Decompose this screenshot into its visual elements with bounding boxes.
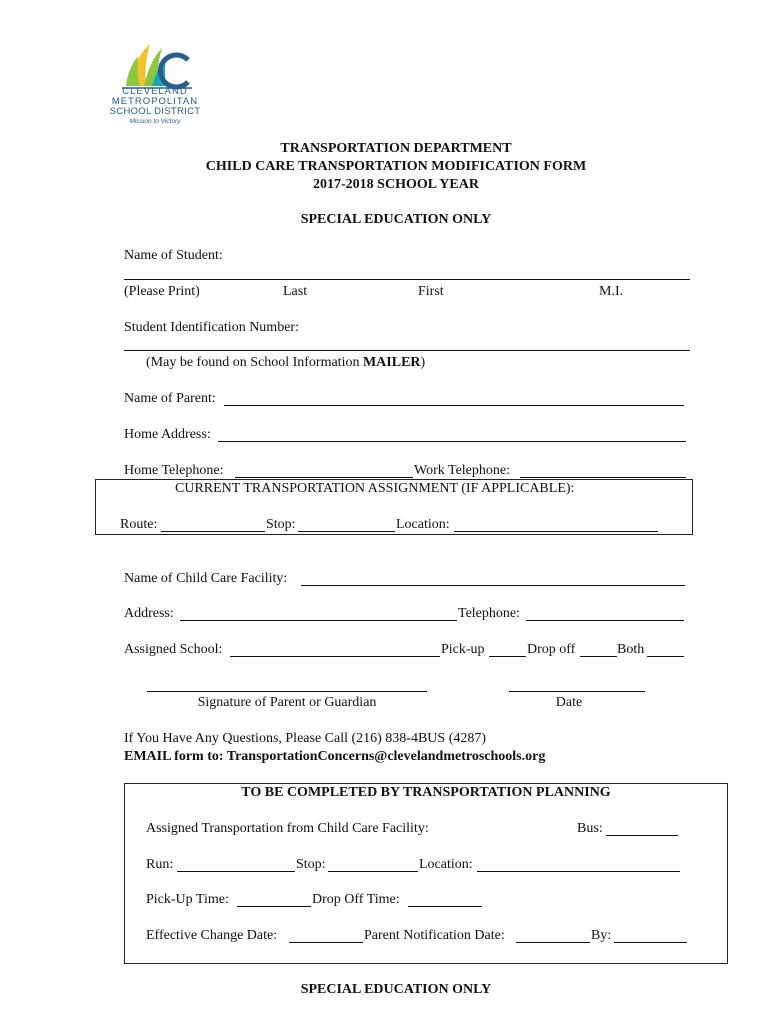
header-department: TRANSPORTATION DEPARTMENT [280, 141, 512, 156]
child-care-telephone-label: Telephone: [458, 606, 520, 621]
date-label: Date [555, 695, 583, 710]
logo-line3: SCHOOL DISTRICT [109, 106, 201, 117]
student-id-line[interactable] [124, 350, 690, 351]
child-care-facility-line[interactable] [301, 585, 685, 586]
stop-line[interactable] [298, 531, 395, 532]
student-name-label: Name of Student: [124, 248, 223, 263]
pickup-option-line[interactable] [489, 656, 526, 657]
effective-date-line[interactable] [289, 942, 363, 943]
notification-date-label: Parent Notification Date: [364, 928, 505, 943]
student-id-note-suffix: ) [420, 355, 426, 370]
both-option-line[interactable] [647, 656, 684, 657]
dropoff-time-line[interactable] [408, 906, 482, 907]
last-name-label: Last [283, 284, 308, 299]
work-telephone-line[interactable] [520, 477, 686, 478]
planning-location-label: Location: [419, 857, 473, 872]
signature-line[interactable] [147, 691, 427, 692]
header-form-title: CHILD CARE TRANSPORTATION MODIFICATION FORM [205, 159, 587, 174]
logo-line2: METROPOLITAN [111, 96, 199, 107]
run-label: Run: [146, 857, 174, 872]
assigned-school-label: Assigned School: [124, 642, 223, 657]
header-school-year: 2017-2018 SCHOOL YEAR [313, 177, 479, 192]
middle-initial-label: M.I. [599, 284, 624, 299]
pickup-time-line[interactable] [237, 906, 311, 907]
child-care-address-line[interactable] [180, 620, 457, 621]
header-subtitle: SPECIAL EDUCATION ONLY [300, 212, 492, 227]
footer-special-education: SPECIAL EDUCATION ONLY [300, 982, 492, 997]
home-telephone-label: Home Telephone: [124, 463, 224, 478]
home-address-line[interactable] [218, 441, 686, 442]
run-line[interactable] [177, 871, 295, 872]
planning-stop-label: Stop: [296, 857, 326, 872]
date-line[interactable] [509, 691, 645, 692]
parent-name-line[interactable] [224, 405, 684, 406]
bus-line[interactable] [606, 835, 678, 836]
location-line[interactable] [454, 531, 658, 532]
signature-label: Signature of Parent or Guardian [197, 695, 377, 710]
assigned-transportation-label: Assigned Transportation from Child Care Facility: [146, 821, 429, 836]
bus-label: Bus: [577, 821, 603, 836]
planning-stop-line[interactable] [328, 871, 418, 872]
home-telephone-line[interactable] [235, 477, 413, 478]
parent-name-label: Name of Parent: [124, 391, 216, 406]
planning-title: TO BE COMPLETED BY TRANSPORTATION PLANNING [241, 785, 611, 800]
first-name-label: First [418, 284, 444, 299]
pickup-option-label: Pick-up [441, 642, 485, 657]
child-care-address-label: Address: [124, 606, 174, 621]
route-line[interactable] [161, 531, 265, 532]
email-instructions[interactable]: EMAIL form to: TransportationConcerns@clevelandmetroschools.org [124, 749, 546, 764]
route-label: Route: [120, 517, 158, 532]
assigned-school-line[interactable] [230, 656, 440, 657]
stop-label: Stop: [266, 517, 296, 532]
notification-date-line[interactable] [516, 942, 590, 943]
child-care-facility-label: Name of Child Care Facility: [124, 571, 288, 586]
effective-date-label: Effective Change Date: [146, 928, 278, 943]
pickup-time-label: Pick-Up Time: [146, 892, 229, 907]
current-assignment-title: CURRENT TRANSPORTATION ASSIGNMENT (IF APPLICABLE): [175, 481, 575, 496]
by-line[interactable] [614, 942, 687, 943]
work-telephone-label: Work Telephone: [414, 463, 510, 478]
student-id-note [146, 355, 425, 371]
child-care-telephone-line[interactable] [526, 620, 684, 621]
student-id-note-prefix: (May be found on School Information [146, 355, 363, 370]
student-id-label: Student Identification Number: [124, 320, 299, 335]
both-option-label: Both [617, 642, 645, 657]
please-print-label: (Please Print) [124, 284, 200, 299]
by-label: By: [591, 928, 612, 943]
dropoff-option-label: Drop off [527, 642, 576, 657]
planning-location-line[interactable] [477, 871, 680, 872]
dropoff-option-line[interactable] [580, 656, 617, 657]
location-label: Location: [396, 517, 450, 532]
logo-tagline: Mission to Victory [129, 118, 181, 125]
student-name-line[interactable] [124, 279, 690, 280]
home-address-label: Home Address: [124, 427, 211, 442]
questions-text: If You Have Any Questions, Please Call (216) 838-4BUS (4287) [124, 731, 487, 746]
dropoff-time-label: Drop Off Time: [312, 892, 400, 907]
student-id-note-mailer: MAILER [362, 355, 421, 370]
logo-line1: CLEVELAND [122, 86, 188, 97]
